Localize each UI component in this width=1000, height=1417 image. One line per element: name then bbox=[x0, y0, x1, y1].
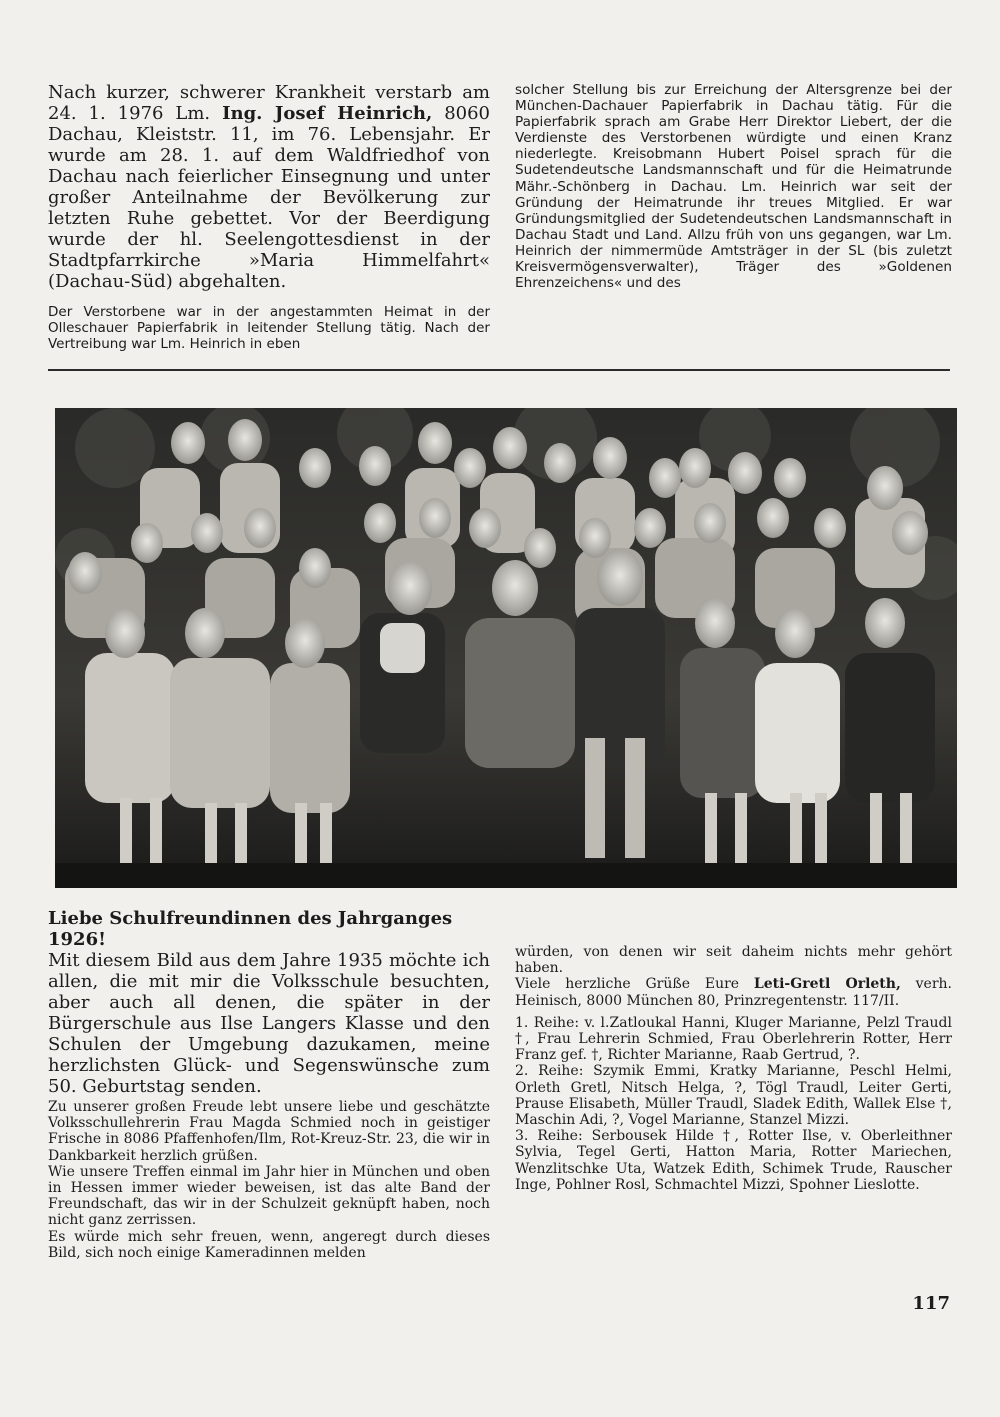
row-2-names: 2. Reihe: Szymik Emmi, Kratky Marianne, Peschl Helmi, Orleth Gretl, Nitsch Helga, ?, Tögl Traudl, Leiter Gerti, Prause Elisabeth, Müller Traudl, Sladek Edith, Wallek Else †, Maschin Adi, ?, Vogel Marianne, Stanzel Mizzi. bbox=[515, 1063, 952, 1129]
obituary-text-b: 8060 Dachau, Kleiststr. 11, im 76. Lebensjahr. Er wurde am 28. 1. auf dem Waldfriedhof von Dachau nach feierlicher Einsegnung und unter großer Anteilnahme der Bevölkerung zur letzten Ruhe gebettet. Vor der Beerdigung wurde der hl. Seelengottesdienst in der Stadtpfarrkirche »Maria Himmelfahrt« (Dachau-Süd) abgehalten. bbox=[48, 103, 491, 292]
caption-continuation: würden, von denen wir seit daheim nichts mehr gehört haben. bbox=[515, 944, 952, 977]
caption-paragraph-2: Zu unserer großen Freude lebt unsere liebe und geschätzte Volksschullehrerin Frau Magda Schmied noch in geistiger Frische in 8086 Pfaffenhofen/Ilm, Rot-Kreuz-Str. 23, die wir in Dankbarkeit herzlich grüßen. bbox=[48, 1099, 490, 1164]
greeting-author: Leti-Gretl Orleth, bbox=[753, 976, 901, 993]
row-3-names: 3. Reihe: Serbousek Hilde †, Rotter Ilse, v. Oberleithner Sylvia, Tegel Gerti, Hatton Maria, Rotter Mariechen, Wenzlitschke Uta, Watzek Edith, Schimek Trude, Rauscher Inge, Pohlner Rosl, Schmachtel Mizzi, Spohner Lieslotte. bbox=[515, 1128, 952, 1193]
caption-lead: Mit diesem Bild aus dem Jahre 1935 möchte ich allen, die mit mir die Volksschule besuchten, aber auch all denen, die später in der Bürgerschule aus Ilse Langers Klasse und den Schulen der Umgebung dazukamen, meine herzlichsten Glück- und Segenswünsche zum 50. Geburtstag senden. bbox=[48, 950, 490, 1097]
page-number: 117 bbox=[912, 1293, 950, 1314]
obituary-paragraph-2: Der Verstorbene war in der angestammten Heimat in der Olleschauer Papierfabrik in leitender Stellung tätig. Nach der Vertreibung war Lm. Heinrich in eben bbox=[48, 304, 490, 352]
row-1-names: 1. Reihe: v. l.Zatloukal Hanni, Kluger Marianne, Pelzl Traudl †, Frau Lehrerin Schmied, Frau Oberlehrerin Rotter, Herr Franz gef. †, Richter Marianne, Raab Gertrud, ?. bbox=[515, 1014, 952, 1064]
obituary-text-a: Nach kurzer, schwerer Krankheit verstarb am 24. 1. 1976 Lm. bbox=[48, 82, 490, 124]
caption-paragraph-4: Es würde mich sehr freuen, wenn, angeregt durch dieses Bild, sich noch einige Kameradinnen melden bbox=[48, 1228, 490, 1261]
caption-paragraph-3: Wie unsere Treffen einmal im Jahr hier in München und oben in Hessen immer wieder beweisen, ist das alte Band der Freundschaft, das wir in der Schulzeit geknüpft haben, noch nicht ganz zerrissen. bbox=[48, 1163, 490, 1229]
obituary-left-column bbox=[48, 82, 490, 352]
section-divider bbox=[48, 369, 950, 371]
caption-greeting bbox=[515, 976, 952, 1008]
greeting-text-b: verh. Heinisch, 8000 München 80, Prinzregentenstr. 117/II. bbox=[515, 976, 953, 1009]
obituary-right-column bbox=[515, 82, 952, 291]
obituary-paragraph-1 bbox=[48, 82, 490, 292]
class-photo-image bbox=[55, 408, 957, 888]
caption-right-column bbox=[515, 944, 952, 1193]
deceased-name: Ing. Josef Heinrich, bbox=[222, 103, 433, 124]
caption-left-column bbox=[48, 908, 490, 1261]
greeting-text-a: Viele herzliche Grüße Eure bbox=[515, 976, 754, 993]
caption-title: Liebe Schulfreundinnen des Jahrganges 1926! bbox=[48, 908, 453, 950]
class-photo bbox=[55, 408, 957, 888]
obituary-paragraph-3: solcher Stellung bis zur Erreichung der Altersgrenze bei der München-Dachauer Papierfabrik in Dachau tätig. Für die Papierfabrik sprach am Grabe Herr Direktor Liebert, der die Verdienste des Verstorbenen würdigte und einen Kranz niederlegte. Kreisobmann Hubert Poisel sprach für die Sudetendeutsche Landsmannschaft und für die Heimatrunde Mähr.-Schönberg in Dachau. Lm. Heinrich war seit der Gründung der Heimatrunde ihr treues Mitglied. Er war Gründungsmitglied der Sudetendeutschen Landsmannschaft in Dachau Stadt und Land. Allzu früh von uns gegangen, war Lm. Heinrich der nimmermüde Amtsträger in der SL (bis zuletzt Kreisvermögensverwalter), Träger des »Goldenen Ehrenzeichens« und des bbox=[515, 82, 952, 292]
